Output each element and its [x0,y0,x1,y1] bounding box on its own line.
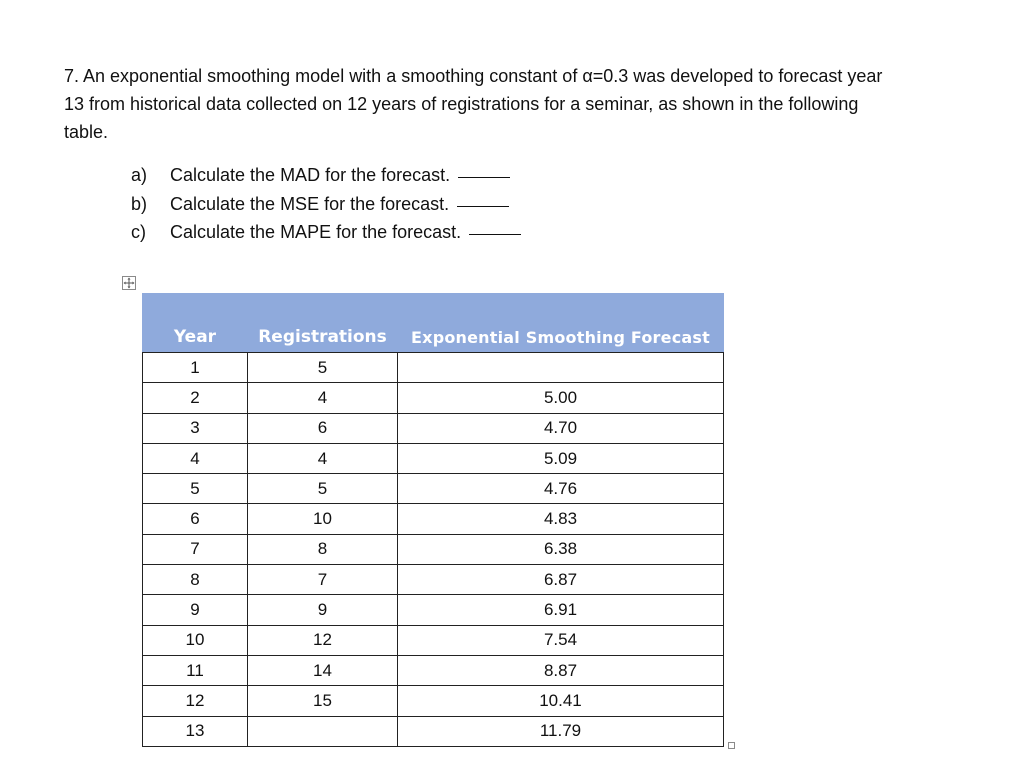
cell-forecast [398,353,724,383]
cell-registrations: 5 [248,474,398,504]
header-registrations: Registrations [248,294,398,353]
cell-year: 4 [143,443,248,473]
question-line: 13 from historical data collected on 12 years of registrations for a seminar, as shown in the following [64,94,859,114]
cell-forecast: 10.41 [398,686,724,716]
cell-registrations: 4 [248,383,398,413]
header-year: Year [143,294,248,353]
part-text: Calculate the MAD for the forecast. [170,165,451,185]
part-marker: c) [131,222,146,242]
cell-forecast: 4.76 [398,474,724,504]
cell-year: 1 [143,353,248,383]
cell-year: 6 [143,504,248,534]
cell-registrations: 6 [248,413,398,443]
cell-year: 3 [143,413,248,443]
cell-registrations: 4 [248,443,398,473]
answer-blank [458,176,510,178]
answer-blank [469,233,521,235]
table-move-handle-icon[interactable] [122,276,136,290]
cell-registrations: 7 [248,565,398,595]
cell-year: 8 [143,565,248,595]
cell-forecast: 6.38 [398,534,724,564]
table-row [143,655,724,685]
cell-registrations: 14 [248,655,398,685]
question-part-a [131,161,521,190]
answer-blank [457,205,509,207]
table-row [143,565,724,595]
cell-forecast: 7.54 [398,625,724,655]
table-header-row [143,294,724,353]
question-part-b [131,190,521,219]
cell-forecast: 6.87 [398,565,724,595]
cell-registrations [248,716,398,746]
cell-registrations: 8 [248,534,398,564]
part-text: Calculate the MSE for the forecast. [170,193,450,214]
cell-forecast: 4.70 [398,413,724,443]
cell-registrations: 5 [248,353,398,383]
forecast-table [142,293,724,747]
cell-year: 2 [143,383,248,413]
cell-forecast: 8.87 [398,655,724,685]
table-row [143,443,724,473]
cell-year: 9 [143,595,248,625]
cell-forecast: 4.83 [398,504,724,534]
question-line: 7. An exponential smoothing model with a smoothing constant of α=0.3 was developed to forecast year [64,66,883,86]
cell-forecast: 6.91 [398,595,724,625]
cell-forecast: 5.00 [398,383,724,413]
question-text [64,62,964,146]
cell-year: 10 [143,625,248,655]
cell-year: 12 [143,686,248,716]
table-row [143,534,724,564]
cell-registrations: 12 [248,625,398,655]
cell-year: 13 [143,716,248,746]
cell-year: 11 [143,655,248,685]
table-row [143,625,724,655]
table-row [143,716,724,746]
part-marker: b) [131,193,148,214]
cell-registrations: 9 [248,595,398,625]
table-row [143,353,724,383]
header-forecast: Exponential Smoothing Forecast [398,294,724,353]
table-body [143,353,724,747]
table-row [143,383,724,413]
cell-forecast: 5.09 [398,443,724,473]
table-row [143,504,724,534]
table-row [143,686,724,716]
part-text: Calculate the MAPE for the forecast. [170,222,462,242]
table-row [143,595,724,625]
table-row [143,413,724,443]
cell-registrations: 10 [248,504,398,534]
cell-year: 5 [143,474,248,504]
cell-registrations: 15 [248,686,398,716]
question-part-c [131,218,521,247]
table-row [143,474,724,504]
question-parts-list [131,161,521,247]
cell-year: 7 [143,534,248,564]
cell-forecast: 11.79 [398,716,724,746]
part-marker: a) [131,165,148,185]
question-line: table. [64,122,109,142]
table-resize-handle[interactable] [728,742,735,749]
